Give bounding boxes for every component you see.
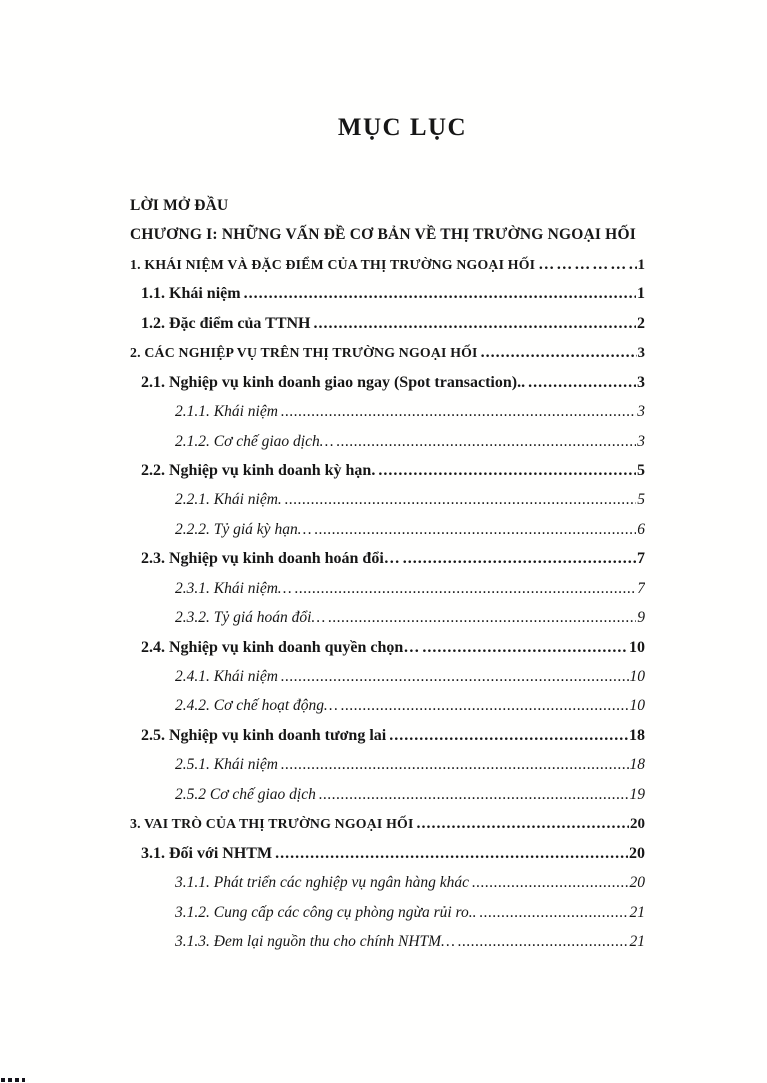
toc-entry [130, 368, 645, 397]
dot-leader [403, 544, 636, 573]
dot-leader [337, 427, 637, 456]
toc-entry-label: 2.4. Nghiệp vụ kinh doanh quyền chọn… [141, 638, 420, 656]
toc-entry-label: 2.5. Nghiệp vụ kinh doanh tương lai [141, 726, 387, 744]
dot-leader [313, 309, 636, 338]
toc-entry-label: 2.3.1. Khái niệm… [175, 579, 292, 597]
toc-entry-label: 3.1.3. Đem lại nguồn thu cho chính NHTM… [175, 932, 455, 950]
toc-entry-page: 21 [629, 903, 645, 921]
toc-entry-page: 5 [637, 491, 645, 509]
toc-entry [130, 721, 645, 750]
scan-artifact [1, 1078, 25, 1082]
toc-entry [130, 574, 645, 603]
toc-entry-label: 2.3. Nghiệp vụ kinh doanh hoán đổi… [141, 550, 400, 568]
toc-entry-page: 19 [629, 785, 645, 803]
toc-entry-page: 18 [629, 756, 645, 774]
toc-entry-label: CHƯƠNG I: NHỮNG VẤN ĐỀ CƠ BẢN VỀ THỊ TRƯỜNG NGOẠI HỐI [130, 226, 636, 244]
toc-entry-label: 2.5.2 Cơ chế giao dịch [175, 785, 316, 803]
toc-entry-page: 3 [637, 345, 645, 362]
dot-leader [319, 780, 629, 809]
toc-entry [130, 279, 645, 308]
toc-entry-label: 2.1. Nghiệp vụ kinh doanh giao ngay (Spot transaction).. [141, 373, 526, 391]
toc-entry-label: 2. CÁC NGHIỆP VỤ TRÊN THỊ TRƯỜNG NGOẠI HỐI [130, 345, 478, 361]
toc-entry-label: 2.3.2. Tỷ giá hoán đổi… [175, 609, 326, 627]
dot-leader [295, 574, 637, 603]
toc-entry-page: 10 [629, 697, 645, 715]
toc-entry [130, 868, 645, 897]
toc-entry-label: 2.5.1. Khái niệm [175, 756, 278, 774]
toc-entry-page: 10 [629, 668, 645, 685]
toc-entry [130, 633, 645, 662]
toc-entry-label: 2.4.2. Cơ chế hoạt động… [175, 697, 338, 715]
toc-entry [130, 456, 645, 485]
toc-entry-page: 1 [637, 256, 645, 273]
toc-entry-label: 1.1. Khái niệm [141, 285, 241, 303]
toc-entry [130, 691, 645, 720]
toc-entry-label: 2.2. Nghiệp vụ kinh doanh kỳ hạn. [141, 461, 376, 479]
toc-entry [130, 220, 645, 249]
dot-leader [281, 750, 629, 779]
toc-entry-label: 2.1.1. Khái niệm [175, 403, 278, 421]
page-title: MỤC LỤC [337, 114, 468, 141]
toc-entry-page: 3 [637, 403, 645, 421]
dot-leader [481, 338, 637, 367]
toc-entry [130, 809, 645, 838]
dot-leader [528, 368, 636, 397]
toc-entry-page: 18 [629, 726, 645, 744]
dot-leader [472, 868, 628, 897]
toc-entry-label: 2.2.1. Khái niệm. [175, 491, 282, 509]
toc-entry-page: 20 [629, 874, 645, 892]
dot-leader [281, 397, 636, 426]
toc-entry-page: 5 [637, 461, 645, 479]
toc-entry-page: 20 [629, 844, 645, 862]
toc-entry-page: 3 [637, 373, 645, 391]
toc-entry-page: 7 [637, 579, 645, 597]
dot-leader [314, 515, 636, 544]
dot-leader [538, 250, 636, 279]
table-of-contents [130, 191, 645, 956]
toc-entry [130, 927, 645, 956]
dot-leader [275, 839, 628, 868]
toc-entry-label: 1. KHÁI NIỆM VÀ ĐẶC ĐIỂM CỦA THỊ TRƯỜNG NGOẠI HỐI [130, 256, 536, 272]
toc-entry-label: 2.1.2. Cơ chế giao dịch… [175, 432, 334, 450]
dot-leader [458, 927, 629, 956]
toc-entry-label: LỜI MỞ ĐẦU [130, 197, 229, 214]
toc-entry [130, 603, 645, 632]
dot-leader [341, 691, 629, 720]
toc-entry-label: 1.2. Đặc điểm của TTNH [141, 314, 311, 332]
dot-leader [281, 662, 629, 691]
toc-entry [130, 544, 645, 573]
toc-entry [130, 250, 645, 279]
toc-entry-label: 3. VAI TRÒ CỦA THỊ TRƯỜNG NGOẠI HỐI [130, 816, 414, 832]
toc-entry-page: 6 [637, 520, 645, 538]
dot-leader [378, 456, 636, 485]
toc-entry-page: 21 [629, 932, 645, 950]
dot-leader [244, 279, 636, 308]
toc-entry-label: 3.1. Đối với NHTM [141, 844, 273, 862]
dot-leader [328, 603, 636, 632]
dot-leader [389, 721, 628, 750]
toc-entry-label: 3.1.2. Cung cấp các công cụ phòng ngừa rủi ro.. [175, 903, 477, 921]
dot-leader [422, 633, 628, 662]
toc-entry [130, 898, 645, 927]
toc-entry-page: 1 [637, 285, 645, 303]
toc-entry [130, 309, 645, 338]
dot-leader [285, 485, 636, 514]
toc-entry-label: 2.2.2. Tỷ giá kỳ hạn… [175, 520, 312, 538]
toc-entry [130, 485, 645, 514]
toc-entry [130, 191, 645, 220]
toc-entry-page: 2 [637, 314, 645, 332]
toc-entry [130, 427, 645, 456]
toc-entry [130, 839, 645, 868]
toc-entry-page: 10 [629, 638, 645, 656]
toc-entry [130, 515, 645, 544]
toc-entry [130, 662, 645, 691]
toc-entry-page: 20 [630, 816, 645, 833]
toc-entry [130, 780, 645, 809]
toc-entry [130, 750, 645, 779]
toc-entry-label: 2.4.1. Khái niệm [175, 668, 278, 685]
dot-leader [480, 898, 629, 927]
toc-entry-page: 9 [637, 609, 645, 627]
toc-entry-page: 3 [637, 432, 645, 450]
toc-entry-page: 7 [637, 550, 645, 568]
toc-entry [130, 397, 645, 426]
dot-leader [417, 809, 629, 838]
toc-entry-label: 3.1.1. Phát triển các nghiệp vụ ngân hàng khác [175, 874, 470, 892]
toc-entry [130, 338, 645, 367]
